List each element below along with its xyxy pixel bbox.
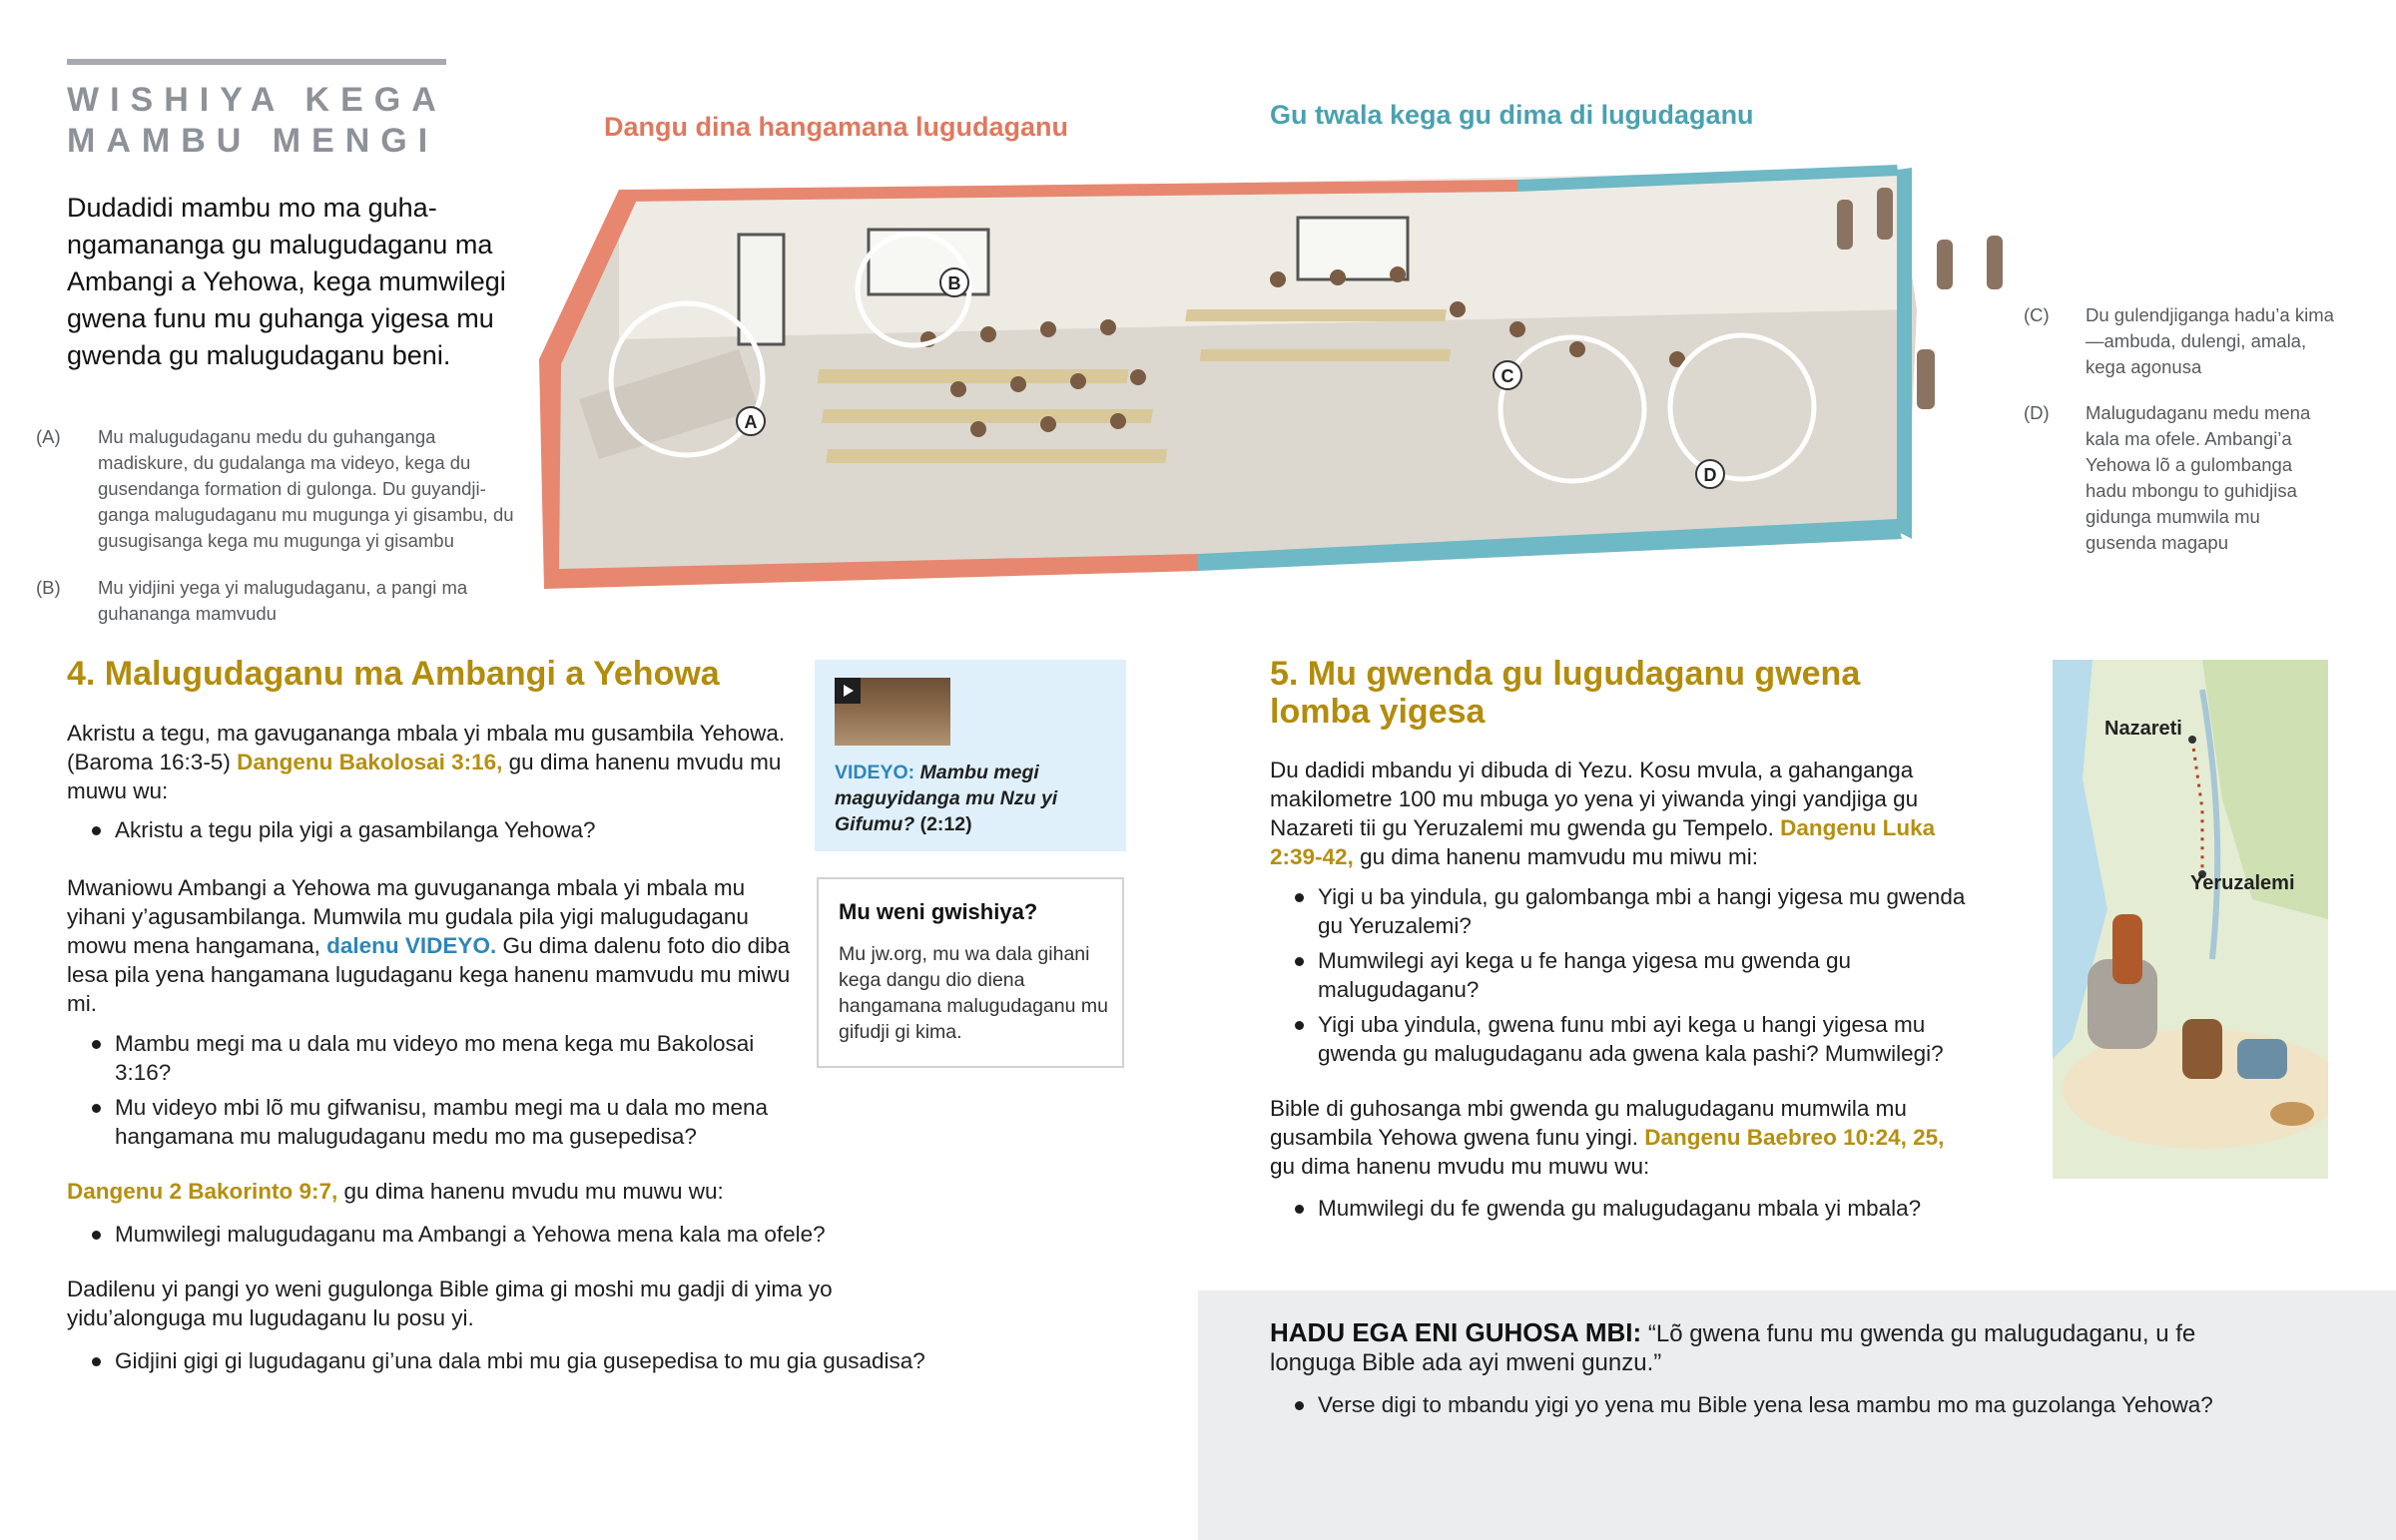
question-item: Mu videyo mbi lõ mu gifwanisu, mambu megi ma u dala mo mena hangamana mu malugudaganu medu mo ma gusepedisa?: [67, 1093, 806, 1151]
section-4-questions-3: [67, 1220, 846, 1255]
section-4-heading: 4. Malugudaganu ma Ambangi a Yehowa: [67, 655, 720, 693]
map-label-jerusalem: Yeruzalemi: [2190, 872, 2295, 894]
section-4-questions-1: [67, 815, 806, 850]
video-thumbnail[interactable]: [835, 678, 950, 746]
caption-a: (A) Mu malugudaganu medu du guhanganga madiskure, du gudalanga ma videyo, kega du gusendanga formation di gulonga. Du guyandjiganga malugudaganu mu mugunga yi gisambu, du gusugisanga kega mu mugunga yi gisambu: [36, 426, 514, 551]
video-caption: VIDEYO: Mambu megi maguyidanga mu Nzu yi Gifumu? (2:12): [835, 762, 1058, 835]
section-5-questions-2: [1270, 1194, 1969, 1229]
illustration-title-after: Gu twala kega gu dima di lugudaganu: [1270, 100, 1754, 130]
info-box-text: Mu jw.org, mu wa dala gihani kega dangu dio diena hangamana malugudaganu mu gifudji gi kima.: [839, 943, 1108, 1043]
scripture-link-luke[interactable]: Dangenu Luka 2:39-42,: [1270, 815, 1936, 869]
question-item: Yigi uba yindula, gwena funu mbi ayi kega u hangi yigesa mu gwenda gu malugudaganu ada gwena kala pashi? Mumwilegi?: [1270, 1010, 1969, 1068]
header-rule: [67, 59, 446, 65]
svg-text:B: B: [947, 273, 961, 293]
caption-c: (C) Du gulendjiganga hadu’a kima—ambuda, dulengi, amala, kega agonusa: [2024, 304, 2334, 377]
video-box[interactable]: [815, 660, 1126, 851]
section-4-paragraph-1: Akristu a tegu, ma gavugananga mbala yi mbala mu gusambila Yehowa. (Baroma 16:3-5) Dangenu Bakolosai 3:16, gu dima hanenu mvudu mu muwu wu:: [67, 721, 786, 803]
question-item: Yigi u ba yindula, gu galombanga mbi a hangi yigesa mu gwenda gu Yeruzalemi?: [1270, 882, 1969, 940]
section-5-questions-1: [1270, 882, 1969, 1074]
section-4-paragraph-4: Dadilenu yi pangi yo weni gugulonga Bible gima gi moshi mu gadji di yima yo yidu’alonguga mu lugudaganu lu posu yi.: [67, 1277, 833, 1330]
scripture-link-corinthians[interactable]: Dangenu 2 Bakorinto 9:7,: [67, 1179, 338, 1204]
question-item: Mumwilegi malugudaganu ma Ambangi a Yehowa mena kala ma ofele?: [67, 1220, 846, 1249]
summary-title: HADU EGA ENI GUHOSA MBI: “Lõ gwena funu mu gwenda gu malugudaganu, u fe longuga Bible ada ayi mweni gunzu.”: [1270, 1317, 2196, 1376]
question-item: Verse digi to mbandu yigi yo yena mu Bible yena lesa mambu mo ma guzolanga Yehowa?: [1270, 1390, 2348, 1419]
summary-questions: [1270, 1390, 2348, 1425]
info-box: [817, 877, 1124, 1068]
intro-paragraph: Dudadidi mambu mo ma guhangamananga gu malugudaganu ma Ambangi a Yehowa, kega mumwilegi gwena funu mu guhanga yigesa mu gwenda gu malugudaganu beni.: [67, 193, 506, 370]
question-item: Mumwilegi du fe gwenda gu malugudaganu mbala yi mbala?: [1270, 1194, 1969, 1223]
info-box-title: Mu weni gwishiya?: [839, 899, 1038, 924]
section-4-paragraph-3: Dangenu 2 Bakorinto 9:7, gu dima hanenu mvudu mu muwu wu:: [67, 1179, 724, 1204]
caption-d: (D) Malugudaganu medu mena kala ma ofele. Ambangi’a Yehowa lõ a gulombanga hadu mbongu to guhidjisa gidunga mumwila mu gusenda magapu: [2024, 402, 2311, 553]
svg-text:A: A: [744, 412, 758, 432]
page-kicker: WISHIYA KEGA MAMBU MENGI: [67, 81, 446, 160]
scripture-link-hebrews[interactable]: Dangenu Baebreo 10:24, 25,: [1644, 1125, 1945, 1150]
map-illustration: [2053, 660, 2328, 1179]
section-4-questions-2: [67, 1029, 806, 1157]
play-icon[interactable]: [835, 678, 861, 704]
svg-text:C: C: [1500, 366, 1514, 386]
question-item: Mumwilegi ayi kega u fe hanga yigesa mu gwenda gu malugudaganu?: [1270, 946, 1969, 1004]
section-5-paragraph-1: Du dadidi mbandu yi dibuda di Yezu. Kosu mvula, a gahanganga makilometre 100 mu mbuga yo yena yi yiwanda yingi yandjiga gu Nazareti tii gu Yeruzalemi mu gwenda gu Tempelo. Dangenu Luka 2:39-42, gu dima hanenu mamvudu mu miwu mi:: [1270, 758, 1936, 869]
question-item: Akristu a tegu pila yigi a gasambilanga Yehowa?: [67, 815, 806, 844]
question-item: Mambu megi ma u dala mu videyo mo mena kega mu Bakolosai 3:16?: [67, 1029, 806, 1087]
summary-panel: [1198, 1290, 2396, 1540]
section-5-heading: 5. Mu gwenda gu lugudaganu gwena lomba yigesa: [1270, 655, 1861, 731]
section-4-questions-4: [67, 1346, 1065, 1381]
svg-text:D: D: [1703, 465, 1717, 485]
section-5-paragraph-2: Bible di guhosanga mbi gwenda gu malugudaganu mumwila mu gusambila Yehowa gwena funu yingi. Dangenu Baebreo 10:24, 25, gu dima hanenu mvudu mu muwu wu:: [1270, 1096, 1945, 1179]
marker-b: [940, 268, 968, 296]
marker-c: [1494, 361, 1521, 389]
scripture-link-colossians[interactable]: Dangenu Bakolosai 3:16,: [237, 750, 503, 774]
illustration-title-before: Dangu dina hangamana lugudaganu: [604, 112, 1069, 142]
question-item: Gidjini gigi gi lugudaganu gi’una dala mbi mu gia gusepedisa to mu gia gusadisa?: [67, 1346, 1065, 1375]
section-4-paragraph-2: Mwaniowu Ambangi a Yehowa ma guvugananga mbala yi mbala mu yihani y’agusambilanga. Mumwila mu gudala pila yigi malugudaganu mowu mena hangamana, dalenu VIDEYO. Gu dima dalenu foto dio diba lesa pila yena hangamana lugudaganu kega hanenu mamvudu mu miwu mi.: [67, 875, 791, 1016]
marker-a: [737, 407, 765, 435]
caption-b: (B) Mu yidjini yega yi malugudaganu, a pangi ma guhananga mamvudu: [36, 577, 468, 624]
kingdom-hall-illustration: [519, 160, 2057, 609]
marker-d: [1696, 460, 1724, 488]
video-link[interactable]: dalenu VIDEYO.: [326, 933, 497, 958]
map-label-nazareth: Nazareti: [2104, 718, 2182, 740]
